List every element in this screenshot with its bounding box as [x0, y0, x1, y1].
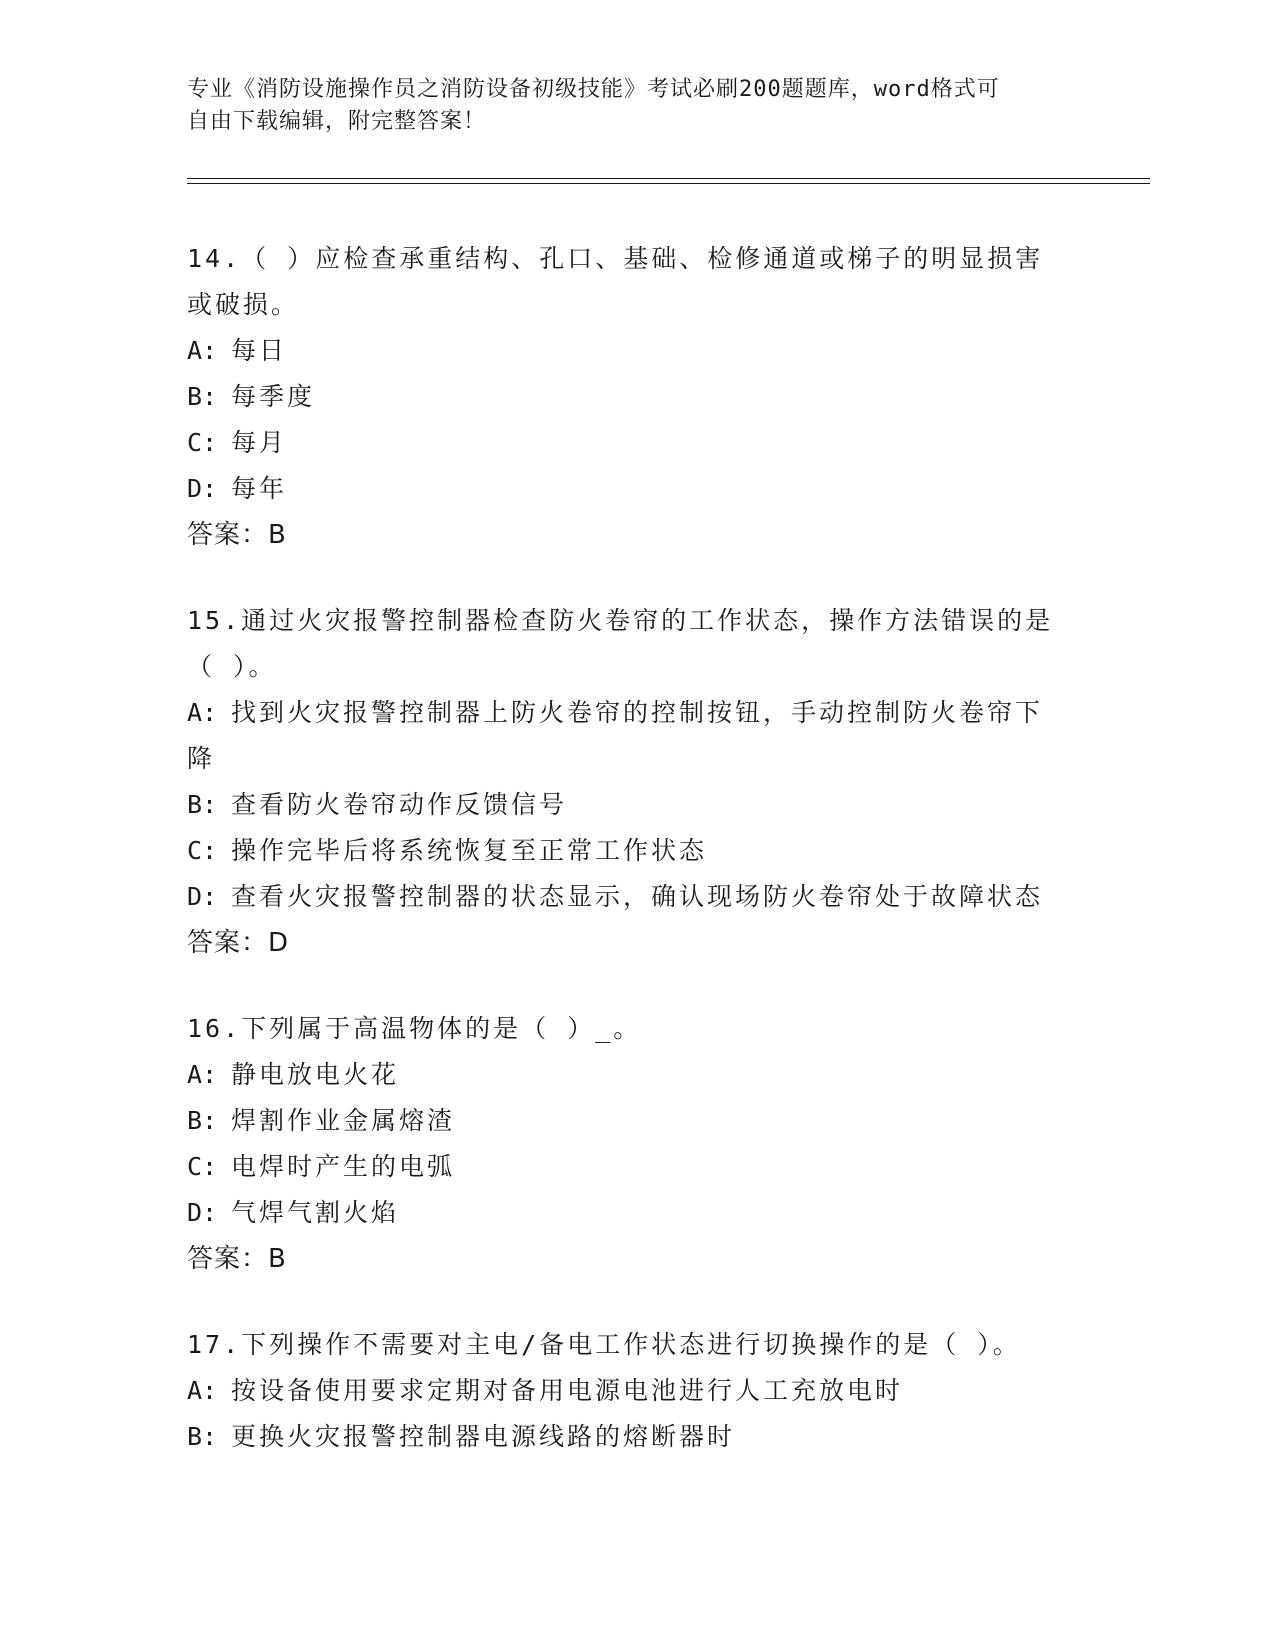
header-divider-top [187, 178, 1150, 179]
option-text: 每年 [231, 474, 288, 503]
option-letter: A: [187, 336, 218, 365]
option-a [187, 1368, 1087, 1414]
option-a [187, 690, 1087, 736]
question-stem: 17.下列操作不需要对主电/备电工作状态进行切换操作的是（ ）。 [187, 1330, 1021, 1359]
option-b [187, 1098, 1087, 1144]
option-d [187, 466, 1087, 512]
question-spacer [187, 1282, 1087, 1322]
option-b [187, 374, 1087, 420]
question-17 [187, 1322, 1087, 1460]
option-letter: B: [187, 382, 218, 411]
option-text: 气焊气割火焰 [231, 1198, 400, 1227]
answer-line: 答案：B [187, 520, 287, 550]
answer-line: 答案：B [187, 1244, 287, 1274]
option-letter: A: [187, 1060, 218, 1089]
option-letter: B: [187, 1422, 218, 1451]
option-text: 电焊时产生的电弧 [231, 1152, 456, 1181]
option-text: 每月 [231, 428, 288, 457]
option-a [187, 328, 1087, 374]
document-header [187, 74, 1077, 138]
header-line-2: 自由下载编辑，附完整答案！ [187, 109, 487, 134]
option-letter: A: [187, 698, 218, 727]
option-letter: D: [187, 1198, 218, 1227]
question-stem: 16.下列属于高温物体的是（ ）_。 [187, 1014, 642, 1043]
option-a-continued: 降 [187, 744, 216, 773]
header-divider-bottom [187, 183, 1150, 184]
option-letter: C: [187, 836, 218, 865]
option-letter: D: [187, 474, 218, 503]
header-line-1: 专业《消防设施操作员之消防设备初级技能》考试必刷200题题库，word格式可 [187, 77, 1000, 102]
question-spacer [187, 966, 1087, 1006]
option-b [187, 782, 1087, 828]
option-letter: C: [187, 1152, 218, 1181]
option-text: 每日 [231, 336, 288, 365]
question-stem-continued: 或破损。 [187, 290, 300, 319]
option-text: 找到火灾报警控制器上防火卷帘的控制按钮，手动控制防火卷帘下 [231, 698, 1044, 727]
option-letter: C: [187, 428, 218, 457]
question-list [187, 236, 1087, 1460]
option-c [187, 1144, 1087, 1190]
option-text: 查看防火卷帘动作反馈信号 [231, 790, 568, 819]
option-a [187, 1052, 1087, 1098]
option-text: 焊割作业金属熔渣 [231, 1106, 456, 1135]
question-stem: 14.（ ）应检查承重结构、孔口、基础、检修通道或梯子的明显损害 [187, 244, 1044, 273]
option-letter: B: [187, 790, 218, 819]
question-14 [187, 236, 1087, 558]
option-letter: B: [187, 1106, 218, 1135]
option-d [187, 1190, 1087, 1236]
question-stem: 15.通过火灾报警控制器检查防火卷帘的工作状态，操作方法错误的是 [187, 606, 1054, 635]
question-stem-continued: （ ）。 [187, 652, 277, 681]
option-text: 按设备使用要求定期对备用电源电池进行人工充放电时 [231, 1376, 904, 1405]
answer-line: 答案：D [187, 928, 290, 958]
option-letter: A: [187, 1376, 218, 1405]
option-b [187, 1414, 1087, 1460]
question-15 [187, 598, 1087, 966]
question-16 [187, 1006, 1087, 1282]
option-text: 每季度 [231, 382, 316, 411]
option-text: 静电放电火花 [231, 1060, 400, 1089]
option-letter: D: [187, 882, 218, 911]
option-text: 更换火灾报警控制器电源线路的熔断器时 [231, 1422, 736, 1451]
option-d [187, 874, 1087, 920]
option-text: 查看火灾报警控制器的状态显示，确认现场防火卷帘处于故障状态 [231, 882, 1044, 911]
option-c [187, 420, 1087, 466]
option-text: 操作完毕后将系统恢复至正常工作状态 [231, 836, 708, 865]
question-spacer [187, 558, 1087, 598]
option-c [187, 828, 1087, 874]
